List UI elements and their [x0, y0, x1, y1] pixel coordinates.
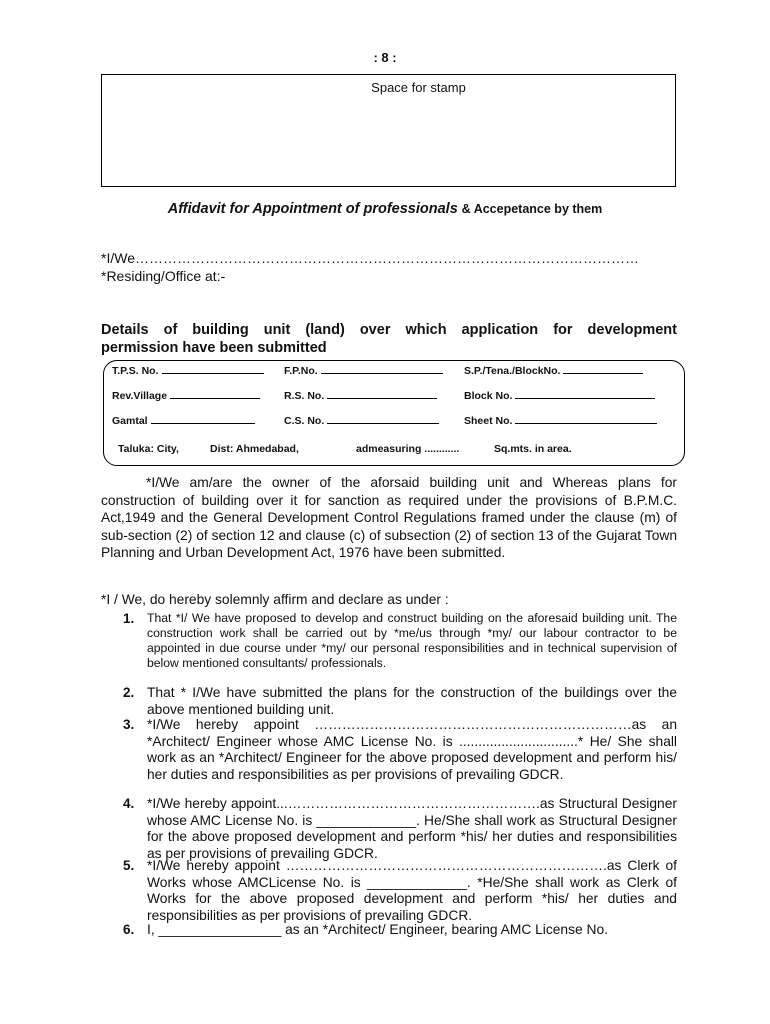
cs-blank: [327, 415, 439, 424]
cs-field: [284, 415, 439, 427]
sheet-field: [464, 415, 657, 427]
rs-label: R.S. No.: [284, 390, 325, 402]
block-label: Block No.: [464, 390, 513, 402]
gamtal-field: [112, 415, 255, 427]
sheet-blank: [515, 415, 657, 424]
details-heading-line-2: permission have been submitted: [101, 340, 327, 356]
sqmts-text: Sq.mts. in area.: [494, 443, 572, 455]
stamp-box: [101, 74, 676, 187]
item-number: 1.: [123, 611, 135, 626]
details-heading-line-1: Details of building unit (land) over which application for development: [101, 322, 677, 338]
item-text: *I/We hereby appoint ……………………………………………………………as an *Architect/ Engineer whose AMC License No. is ...............................* He/ She shall work as an *Architect/ Engineer for the above proposed development and perform his/ her duties and responsibilities as per provisions of prevailing GDCR.: [147, 717, 677, 782]
item-text: That *I/ We have proposed to develop and construct building on the aforesaid building unit. The construction work shall be carried out by *me/us through *my/ our labour contractor to be appointed in due course under *my/ our personal responsibilities and in technical supervision of below mentioned consultants/ professionals.: [147, 611, 677, 670]
block-field: [464, 390, 655, 402]
admeasuring-text: admeasuring ............: [356, 443, 460, 455]
fp-label: F.P.No.: [284, 365, 318, 377]
item-text: *I/We hereby appoint...……………………………………………….as Structural Designer whose AMC License No. is _____________. He/She shall work as Structural Designer for the above proposed development and perform *his/ her duties and responsibilities as per provisions of prevailing GDCR.: [147, 796, 677, 861]
fp-field: [284, 365, 443, 377]
document-title: [0, 200, 770, 217]
rev-village-blank: [170, 390, 260, 399]
list-item: [101, 685, 677, 718]
details-heading: [101, 321, 677, 357]
item-number: 2.: [123, 685, 135, 700]
rs-blank: [327, 390, 437, 399]
iwe-line: *I/We………………………………………………………………………………………………: [101, 250, 639, 266]
gamtal-blank: [151, 415, 255, 424]
building-details-box: [103, 360, 685, 466]
cs-label: C.S. No.: [284, 415, 325, 427]
list-item: [101, 922, 677, 939]
dist-text: Dist: Ahmedabad,: [210, 443, 299, 455]
taluka-text: Taluka: City,: [118, 443, 179, 455]
list-item: [101, 858, 677, 924]
list-item: [101, 717, 677, 783]
sp-field: [464, 365, 643, 377]
sp-blank: [563, 365, 643, 374]
tps-label: T.P.S. No.: [112, 365, 159, 377]
title-italic: Affidavit for Appointment of professionals: [167, 201, 458, 217]
fp-blank: [321, 365, 443, 374]
list-item: [101, 796, 677, 862]
stamp-label: Space for stamp: [371, 80, 466, 95]
item-text: *I/We hereby appoint …………………………………………………………….as Clerk of Works whose AMCLicense No. is _____________. *He/She shall work as Clerk of Works for the above proposed development and perform *his/ her duties and responsibilities as per provisions of prevailing GDCR.: [147, 858, 677, 923]
item-number: 4.: [123, 796, 135, 811]
rev-village-field: [112, 390, 260, 402]
block-blank: [515, 390, 655, 399]
gamtal-label: Gamtal: [112, 415, 148, 427]
title-rest: & Accepetance by them: [461, 202, 603, 216]
owner-paragraph-text: *I/We am/are the owner of the aforsaid building unit and Whereas plans for construction of building over it for sanction as required under the provisions of B.P.M.C. Act,1949 and the General Development Control Regulations framed under the clause (m) of sub-section (2) of section 12 and clause (c) of subsection (2) of section 13 of the Gujarat Town Planning and Urban Development Act, 1976 have been submitted.: [101, 475, 677, 560]
list-item: [101, 611, 677, 671]
sheet-label: Sheet No.: [464, 415, 513, 427]
page-number: : 8 :: [373, 50, 397, 65]
tps-blank: [162, 365, 264, 374]
owner-paragraph: [101, 474, 677, 562]
rs-field: [284, 390, 437, 402]
item-number: 3.: [123, 717, 135, 732]
item-number: 6.: [123, 922, 135, 937]
tps-field: [112, 365, 264, 377]
sp-label: S.P./Tena./BlockNo.: [464, 365, 561, 377]
item-text: I, ________________ as an *Architect/ Engineer, bearing AMC License No.: [147, 922, 608, 937]
residing-line: *Residing/Office at:-: [101, 268, 226, 284]
item-text: That * I/We have submitted the plans for the construction of the buildings over the above mentioned building unit.: [147, 685, 677, 717]
item-number: 5.: [123, 858, 135, 873]
affirm-line: *I / We, do hereby solemnly affirm and declare as under :: [101, 592, 449, 607]
rev-village-label: Rev.Village: [112, 390, 168, 402]
